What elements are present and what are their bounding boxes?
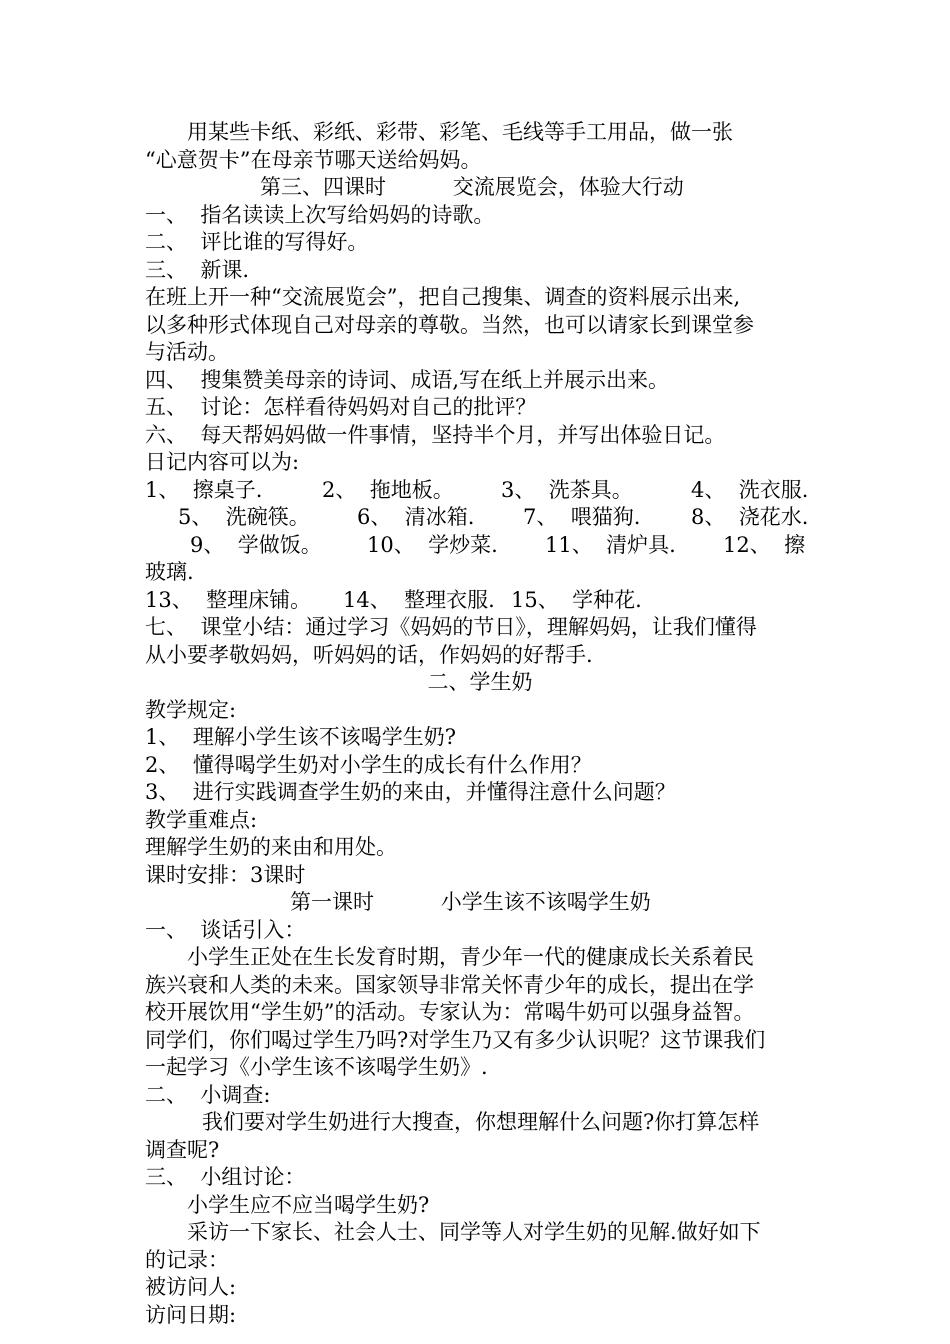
text-line: 在班上开一种“交流展览会”，把自己搜集、调查的资料展示出来,: [145, 285, 741, 309]
text-line: 以多种形式体现自己对母亲的尊敬。当然，也可以请家长到课堂参: [145, 312, 754, 337]
text-line: 同学们，你们喝过学生乃吗?对学生乃又有多少认识呢？这节课我们: [145, 1027, 766, 1052]
text-line: 族兴衰和人类的未来。国家领导非常关怀青少年的成长，提出在学: [145, 972, 754, 997]
text-line: 玻璃.: [145, 560, 194, 584]
text-line: 与活动。: [145, 340, 229, 364]
text-line: 小学生正处在生长发育时期，青少年一代的健康成长关系着民: [187, 945, 754, 969]
chore-row: [145, 587, 815, 615]
chore-item: 4、 洗衣服.: [691, 477, 809, 502]
text-line: 五、 讨论：怎样看待妈妈对自己的批评？: [145, 395, 537, 419]
text-line: 六、 每天帮妈妈做一件事情，坚持半个月，并写出体验日记。: [145, 422, 726, 447]
text-line: 七、 课堂小结：通过学习《妈妈的节日》，理解妈妈，让我们懂得: [145, 615, 757, 639]
lesson-heading: 第三、四课时 交流展览会，体验大行动: [260, 175, 684, 199]
text-line: 校开展饮用“学生奶”的活动。专家认为：常喝牛奶可以强身益智。: [145, 1000, 755, 1024]
chore-item: 2、 拖地板。: [322, 477, 454, 502]
text-line: 一起学习《小学生该不该喝学生奶》.: [145, 1055, 488, 1079]
lesson-heading: 第一课时 小学生该不该喝学生奶: [290, 890, 651, 914]
interviewee-label: 被访问人:: [145, 1275, 237, 1299]
text-line: 小学生应不应当喝学生奶?: [187, 1192, 430, 1217]
chore-item: 15、 学种花.: [511, 587, 642, 612]
text-line: 我们要对学生奶进行大搜查，你想理解什么问题?你打算怎样: [202, 1110, 760, 1134]
text-line: 日记内容可以为:: [145, 450, 300, 474]
part-heading: 二、 小调查:: [145, 1082, 271, 1107]
text-line: “心意贺卡”在母亲节哪天送给妈妈。: [145, 147, 482, 172]
key-text: 理解学生奶的来由和用处。: [145, 835, 397, 859]
chore-item: 8、 浇花水.: [691, 505, 809, 529]
chore-row: [145, 504, 815, 532]
date-label: 访问日期:: [145, 1302, 237, 1327]
goal-item: 2、 懂得喝学生奶对小学生的成长有什么作用？: [145, 752, 592, 777]
chore-item: 12、 擦: [723, 532, 806, 557]
document-page: [145, 119, 815, 1329]
text-line: 调查呢?: [145, 1137, 220, 1162]
chore-item: 11、 清炉具.: [545, 532, 676, 557]
part-heading: 三、 小组讨论：: [145, 1165, 306, 1189]
goal-item: 3、 进行实践调查学生奶的来由，并懂得注意什么问题？: [145, 780, 676, 804]
chore-item: 3、 洗茶具。: [501, 477, 633, 502]
chore-item: 1、 擦桌子.: [145, 477, 263, 502]
chore-item: 5、 洗碗筷。: [178, 505, 310, 529]
schedule-text: 课时安排：3课时: [145, 862, 306, 887]
text-line: 采访一下家长、社会人士、同学等人对学生奶的见解.做好如下: [187, 1220, 761, 1244]
chore-item: 14、 整理衣服.: [343, 587, 495, 612]
text-line: 用某些卡纸、彩纸、彩带、彩笔、毛线等手工用品，做一张: [187, 120, 733, 144]
chore-item: 6、 清冰箱.: [357, 505, 475, 529]
text-line: 的记录：: [145, 1247, 229, 1272]
text-line: 一、 指名读读上次写给妈妈的诗歌。: [145, 202, 495, 227]
chore-row: [145, 477, 815, 505]
key-label: 教学重难点:: [145, 807, 258, 832]
chore-item: 9、 学做饭。: [190, 532, 322, 557]
chore-row: [145, 532, 815, 560]
text-line: 三、 新课.: [145, 257, 250, 282]
chore-item: 7、 喂猫狗.: [523, 505, 641, 529]
chore-item: 13、 整理床铺。: [145, 587, 312, 612]
section-title: 二、学生奶: [427, 670, 533, 694]
goal-item: 1、 理解小学生该不该喝学生奶?: [145, 725, 456, 749]
text-line: 四、 搜集赞美母亲的诗词、成语,写在纸上并展示出来。: [145, 367, 670, 392]
text-line: 二、 评比谁的写得好。: [145, 230, 369, 254]
text-line: 从小要孝敬妈妈，听妈妈的话，作妈妈的好帮手.: [145, 642, 593, 667]
goals-label: 教学规定:: [145, 697, 237, 722]
part-heading: 一、 谈话引入：: [145, 917, 306, 942]
chore-item: 10、 学炒菜.: [367, 532, 498, 557]
